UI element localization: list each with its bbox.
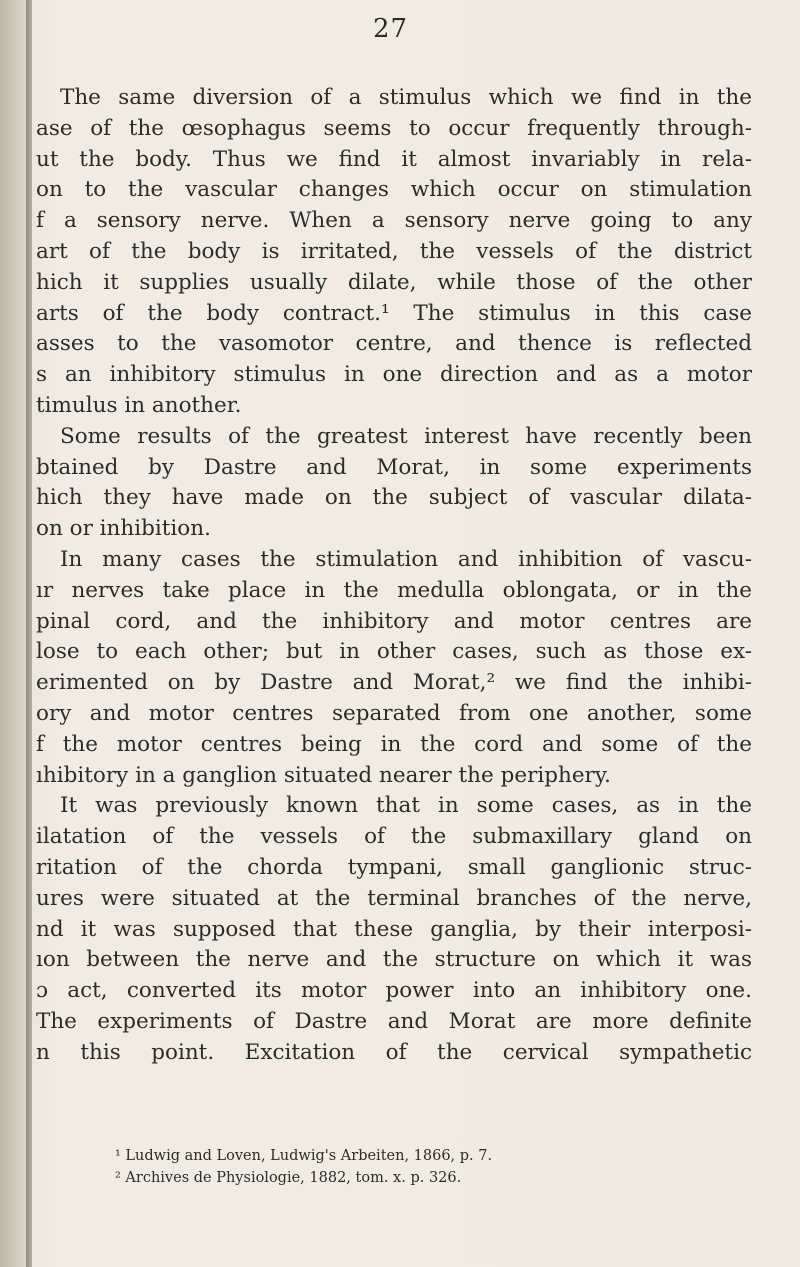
text-line: ıhibitory in a ganglion situated nearer the periphery.	[36, 762, 611, 788]
text-line: n this point. Excitation of the cervical sympathetic	[36, 1039, 752, 1065]
text-line: ase of the œsophagus seems to occur frequently through-	[36, 115, 752, 141]
text-line: asses to the vasomotor centre, and thence is reflected	[36, 331, 752, 357]
text-line: on or inhibition.	[36, 516, 211, 542]
text-line: art of the body is irritated, the vessels of the district	[36, 238, 752, 264]
text-line: ɔ act, converted its motor power into an inhibitory one.	[36, 978, 752, 1004]
text-line: ilatation of the vessels of the submaxillary gland on	[36, 824, 752, 850]
page-number: 27	[373, 14, 409, 44]
text-line: ures were situated at the terminal branches of the nerve,	[36, 885, 752, 911]
text-line: ıon between the nerve and the structure on which it was	[36, 947, 752, 973]
text-line: pinal cord, and the inhibitory and motor centres are	[36, 608, 752, 634]
footnote: ¹ Ludwig and Loven, Ludwig's Arbeiten, 1866, p. 7.	[115, 1148, 493, 1164]
text-line: The same diversion of a stimulus which we find in the	[60, 85, 752, 110]
footnotes	[115, 1145, 755, 1189]
text-line: arts of the body contract.¹ The stimulus in this case	[36, 300, 752, 326]
text-line: btained by Dastre and Morat, in some experiments	[36, 454, 752, 480]
text-line: hich they have made on the subject of vascular dilata-	[36, 485, 752, 511]
footnote: ² Archives de Physiologie, 1882, tom. x. p. 326.	[115, 1170, 462, 1186]
text-line: s an inhibitory stimulus in one direction and as a motor	[36, 362, 752, 388]
text-line: In many cases the stimulation and inhibition of vascu-	[60, 546, 752, 572]
text-line: erimented on by Dastre and Morat,² we find the inhibi-	[36, 670, 752, 696]
body-text	[36, 83, 752, 1069]
book-spine	[26, 0, 32, 1267]
text-line: on to the vascular changes which occur on stimulation	[36, 177, 752, 203]
text-line: f a sensory nerve. When a sensory nerve going to any	[36, 208, 752, 234]
text-line: ory and motor centres separated from one another, some	[36, 700, 752, 726]
text-line: ritation of the chorda tympani, small ganglionic struc-	[36, 854, 752, 880]
text-line: nd it was supposed that these ganglia, by their interposi-	[36, 916, 752, 942]
text-line: lose to each other; but in other cases, such as those ex-	[36, 639, 752, 665]
text-line: It was previously known that in some cases, as in the	[60, 793, 752, 819]
text-line: f the motor centres being in the cord and some of the	[36, 731, 752, 757]
text-line: Some results of the greatest interest have recently been	[60, 423, 752, 449]
text-line: hich it supplies usually dilate, while those of the other	[36, 269, 752, 295]
binding-shadow	[0, 0, 26, 1267]
text-line: ır nerves take place in the medulla oblongata, or in the	[36, 577, 752, 603]
text-line: The experiments of Dastre and Morat are more definite	[36, 1008, 752, 1034]
text-line: ut the body. Thus we find it almost invariably in rela-	[36, 146, 752, 172]
text-line: timulus in another.	[36, 392, 242, 418]
